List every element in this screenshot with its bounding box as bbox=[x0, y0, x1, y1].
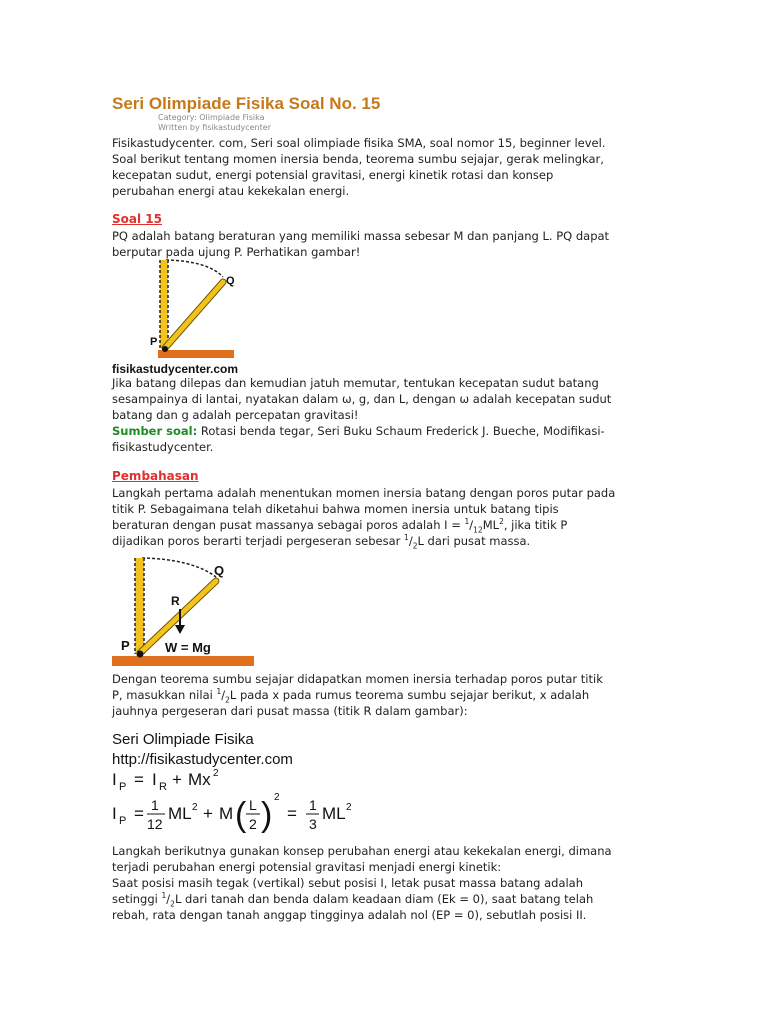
solution-line: Dengan teorema sumbu sejajar didapatkan momen inersia terhadap poros putar titik bbox=[112, 672, 603, 686]
problem-line: PQ adalah batang beraturan yang memiliki massa sebesar M dan panjang L. PQ dapat bbox=[112, 229, 610, 243]
exponent: 2 bbox=[192, 802, 198, 813]
equals-sign: = bbox=[134, 770, 144, 789]
term-mx: Mx bbox=[188, 770, 211, 789]
formula-block bbox=[112, 726, 532, 842]
problem-line: berputar pada ujung P. Perhatikan gambar! bbox=[112, 245, 361, 259]
fraction-numerator: 1 bbox=[216, 687, 222, 697]
symbol-i: I bbox=[112, 770, 117, 789]
text: dijadikan poros berarti terjadi pergeseran sebesar bbox=[112, 534, 405, 548]
fraction-denominator: 3 bbox=[309, 816, 317, 832]
source-line-2: fisikastudycenter. bbox=[112, 440, 214, 454]
vertical-rod-dashed bbox=[160, 260, 168, 348]
text: L dari pusat massa. bbox=[417, 534, 531, 548]
rod-figure-2 bbox=[112, 553, 262, 668]
fraction-denominator: 12 bbox=[147, 816, 163, 832]
swing-arc bbox=[142, 558, 216, 577]
article-title: Seri Olimpiade Fisika Soal No. 15 bbox=[112, 94, 381, 113]
fraction-slash: / bbox=[166, 892, 171, 906]
subscript-r: R bbox=[159, 781, 167, 793]
formula-title: Seri Olimpiade Fisika bbox=[112, 731, 254, 748]
plus-sign: + bbox=[172, 770, 182, 789]
term-ml: ML bbox=[168, 804, 192, 823]
tilted-rod bbox=[165, 282, 223, 348]
text: P, masukkan nilai bbox=[112, 688, 217, 702]
exponent: 2 bbox=[346, 802, 352, 813]
fraction-numerator: 1 bbox=[151, 797, 159, 813]
article-category: Category: Olimpiade Fisika bbox=[158, 113, 265, 122]
fraction-denominator: 12 bbox=[473, 525, 483, 535]
intro-line: Soal berikut tentang momen inersia benda, teorema sumbu sejajar, gerak melingkar, bbox=[112, 152, 604, 166]
fraction-numerator: 1 bbox=[464, 517, 470, 527]
fraction-slash: / bbox=[469, 518, 474, 532]
fraction-slash: / bbox=[408, 534, 413, 548]
question-line: batang dan g adalah percepatan gravitasi! bbox=[112, 408, 359, 422]
intro-line: Fisikastudycenter. com, Seri soal olimpiade fisika SMA, soal nomor 15, beginner level. bbox=[112, 136, 606, 150]
solution-line: terjadi perubahan energi potensial gravitasi menjadi energi kinetik: bbox=[112, 860, 502, 874]
problem-heading: Soal 15 bbox=[112, 212, 162, 226]
label-q: Q bbox=[214, 563, 225, 578]
article-author: Written by fisikastudycenter bbox=[158, 123, 271, 132]
fraction-numerator: 1 bbox=[161, 891, 167, 901]
subscript-p: P bbox=[119, 781, 127, 793]
fraction-numerator: L bbox=[249, 797, 257, 813]
solution-line: jauhnya pergeseran dari pusat massa (titik R dalam gambar): bbox=[112, 704, 468, 718]
exponent: 2 bbox=[274, 792, 280, 803]
problem-text bbox=[112, 228, 610, 260]
text: L pada x pada rumus teorema sumbu sejajar berikut, x adalah bbox=[229, 688, 590, 702]
left-paren: ( bbox=[235, 796, 247, 834]
fraction-denominator: 2 bbox=[170, 899, 175, 909]
solution-paragraph-2 bbox=[112, 671, 602, 719]
solution-paragraph-3 bbox=[112, 843, 612, 923]
fraction-numerator: 1 bbox=[404, 533, 409, 543]
label-p: P bbox=[150, 336, 158, 348]
plus-sign: + bbox=[203, 804, 213, 823]
solution-line: Saat posisi masih tegak (vertikal) sebut posisi I, letak pusat massa batang adalah bbox=[112, 876, 584, 890]
subscript-p: P bbox=[119, 815, 127, 827]
intro-line: kecepatan sudut, energi potensial gravitasi, energi kinetik rotasi dan konsep bbox=[112, 168, 554, 182]
term-m: M bbox=[219, 804, 234, 823]
intro-line: perubahan energi atau kekekalan energi. bbox=[112, 184, 350, 198]
pivot-point bbox=[162, 346, 168, 352]
floor bbox=[158, 350, 234, 358]
solution-line bbox=[112, 687, 602, 703]
fraction-slash: / bbox=[221, 688, 226, 702]
solution-line: Langkah pertama adalah menentukan momen inersia batang dengan poros putar pada bbox=[112, 486, 616, 500]
weight-arrow-head bbox=[175, 625, 185, 634]
swing-arc bbox=[166, 260, 223, 277]
fraction-numerator: 1 bbox=[309, 797, 317, 813]
right-paren: ) bbox=[261, 796, 273, 834]
equals-sign: = bbox=[287, 804, 297, 823]
symbol-i: I bbox=[152, 770, 157, 789]
solution-paragraph-1 bbox=[112, 485, 616, 551]
figure-caption: fisikastudycenter.com bbox=[112, 362, 239, 376]
intro-paragraph bbox=[112, 135, 606, 199]
text: beraturan dengan pusat massanya sebagai poros adalah I = bbox=[112, 518, 465, 532]
fraction-denominator: 2 bbox=[249, 816, 257, 832]
label-p: P bbox=[121, 638, 130, 653]
solution-line: rebah, rata dengan tanah anggap tingginya adalah nol (EP = 0), sebutlah posisi II. bbox=[112, 908, 587, 922]
source-line bbox=[112, 423, 605, 439]
pivot-point bbox=[137, 651, 144, 658]
floor bbox=[112, 656, 254, 666]
exponent: 2 bbox=[213, 768, 219, 779]
label-weight: W = Mg bbox=[165, 640, 211, 655]
rod-figure-1 bbox=[108, 257, 248, 377]
source-label: Sumber soal: bbox=[112, 424, 198, 438]
text: ML bbox=[482, 518, 500, 532]
formula-url: http://fisikastudycenter.com bbox=[112, 751, 293, 768]
text: , jika titik P bbox=[503, 518, 568, 532]
text: setinggi bbox=[112, 892, 162, 906]
fraction-denominator: 2 bbox=[412, 541, 418, 551]
label-r: R bbox=[171, 594, 180, 608]
solution-line: Langkah berikutnya gunakan konsep perubahan energi atau kekekalan energi, dimana bbox=[112, 844, 612, 858]
symbol-i: I bbox=[112, 804, 117, 823]
label-q: Q bbox=[226, 275, 235, 287]
equals-sign: = bbox=[134, 804, 144, 823]
solution-line: titik P. Sebagaimana telah diketahui bahwa momen inersia untuk batang tipis bbox=[112, 502, 559, 516]
fraction-denominator: 2 bbox=[225, 695, 230, 705]
question-line: sesampainya di lantai, nyatakan dalam ω, g, dan L, dengan ω adalah kecepatan sudut bbox=[112, 392, 612, 406]
question-text bbox=[112, 375, 612, 455]
solution-line bbox=[112, 533, 602, 549]
vertical-rod-dashed bbox=[135, 558, 144, 654]
text: L dari tanah dan benda dalam keadaan diam (Ek = 0), saat batang telah bbox=[174, 892, 594, 906]
question-line: Jika batang dilepas dan kemudian jatuh memutar, tentukan kecepatan sudut batang bbox=[112, 376, 599, 390]
term-ml: ML bbox=[322, 804, 346, 823]
solution-line bbox=[112, 891, 602, 907]
solution-heading: Pembahasan bbox=[112, 469, 199, 483]
source-text: Rotasi benda tegar, Seri Buku Schaum Frederick J. Bueche, Modifikasi- bbox=[197, 424, 605, 438]
solution-line bbox=[112, 517, 602, 533]
exponent: 2 bbox=[499, 517, 504, 527]
